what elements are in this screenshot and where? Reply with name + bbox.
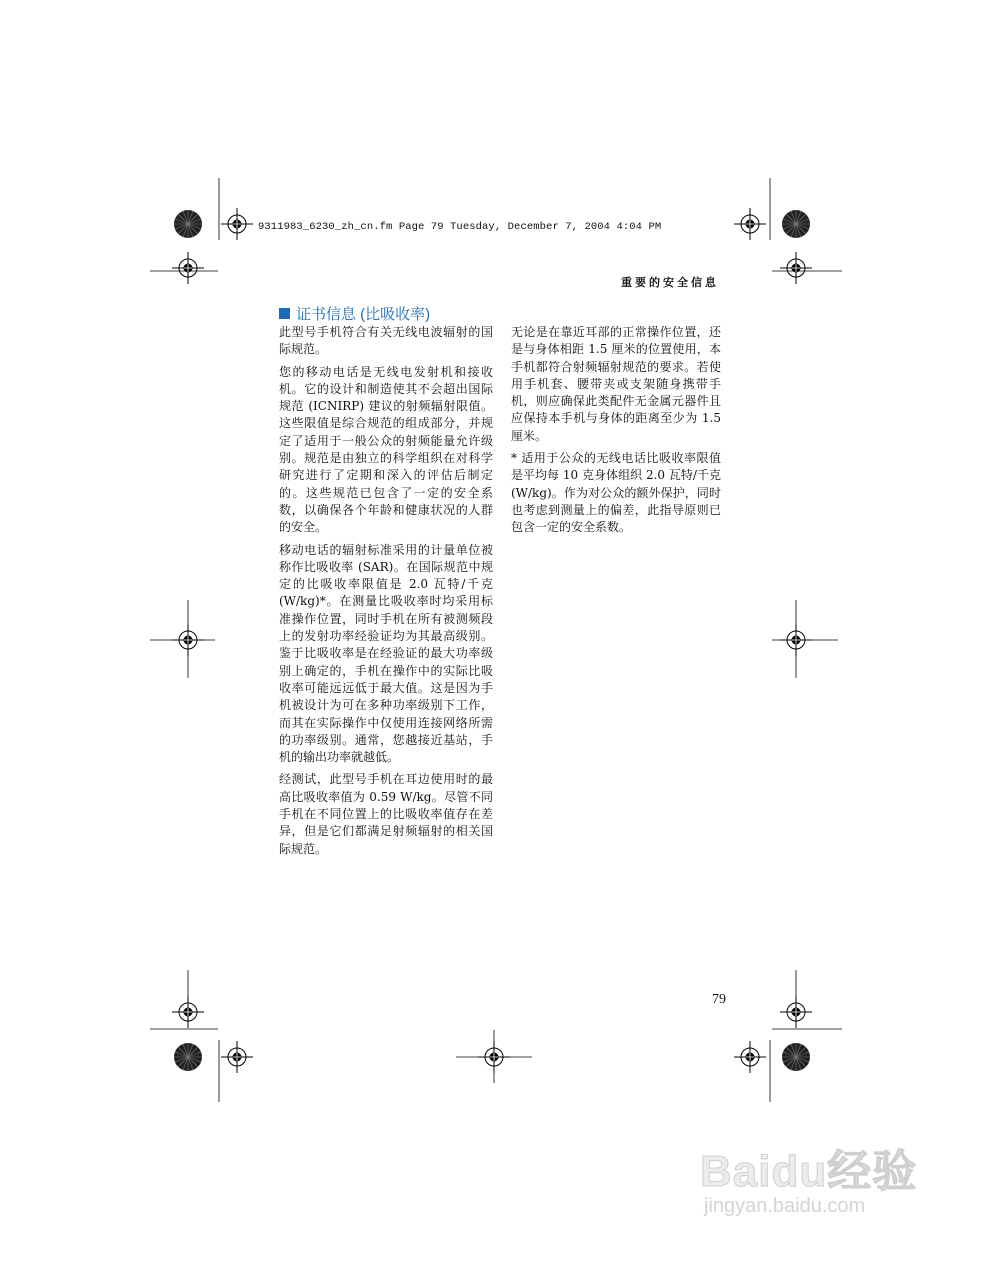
- section-title: [279, 303, 430, 324]
- print-slug: 9311983_6230_zh_cn.fm Page 79 Tuesday, December 7, 2004 4:04 PM: [258, 221, 662, 233]
- left-column: [279, 324, 493, 863]
- square-bullet-icon: [279, 308, 290, 319]
- paragraph: 您的移动电话是无线电发射机和接收机。它的设计和制造使其不会超出国际规范 (ICNIRP) 建议的射频辐射限值。这些限值是综合规范的组成部分，并规定了适用于一般公众的射频能量允许级别。规范是由独立的科学组织在对科学研究进行了定期和深入的评估后制定的。这些规范已包含了一定的安全系数，以确保各个年龄和健康状况的人群的安全。: [279, 364, 493, 535]
- paragraph: 无论是在靠近耳部的正常操作位置，还是与身体相距 1.5 厘米的位置使用，本手机都符合射频辐射规范的要求。若使用手机套、腰带夹或支架随身携带手机，则应确保此类配件无金属元器件且应保持本手机与身体的距离至少为 1.5 厘米。: [511, 325, 721, 443]
- running-header: 重要的安全信息: [621, 277, 719, 289]
- page-number: 79: [712, 992, 726, 1007]
- paragraph: 此型号手机符合有关无线电波辐射的国际规范。: [279, 325, 493, 357]
- right-column: [511, 324, 721, 542]
- watermark: [700, 1135, 917, 1218]
- paragraph: 经测试，此型号手机在耳边使用时的最高比吸收率值为 0.59 W/kg。尽管不同手机在不同位置上的比吸收率值存在差异，但是它们都满足射频辐射的相关国际规范。: [279, 772, 493, 856]
- watermark-logo: Baidu经验: [700, 1147, 918, 1196]
- section-title-text: 证书信息 (比吸收率): [296, 306, 431, 323]
- paragraph: 移动电话的辐射标准采用的计量单位被称作比吸收率 (SAR)。在国际规范中规定的比吸收率限值是 2.0 瓦特/千克 (W/kg)*。在测量比吸收率时均采用标准操作位置，同时手机在所有被测频段上的发射功率经验证均为其最高级别。鉴于比吸收率是在经验证的最大功率级别上确定的，手机在操作中的实际比吸收率可能远远低于最大值。这是因为手机被设计为可在多种功率级别下工作，而其在实际操作中仅使用连接网络所需的功率级别。通常，您越接近基站，手机的输出功率就越低。: [279, 542, 493, 765]
- footnote: * 适用于公众的无线电话比吸收率限值是平均每 10 克身体组织 2.0 瓦特/千克 (W/kg)。作为对公众的额外保护，同时也考虑到测量上的偏差，此指导原则已包含一定的安全系数。: [511, 451, 721, 535]
- watermark-url: jingyan.baidu.com: [704, 1195, 866, 1217]
